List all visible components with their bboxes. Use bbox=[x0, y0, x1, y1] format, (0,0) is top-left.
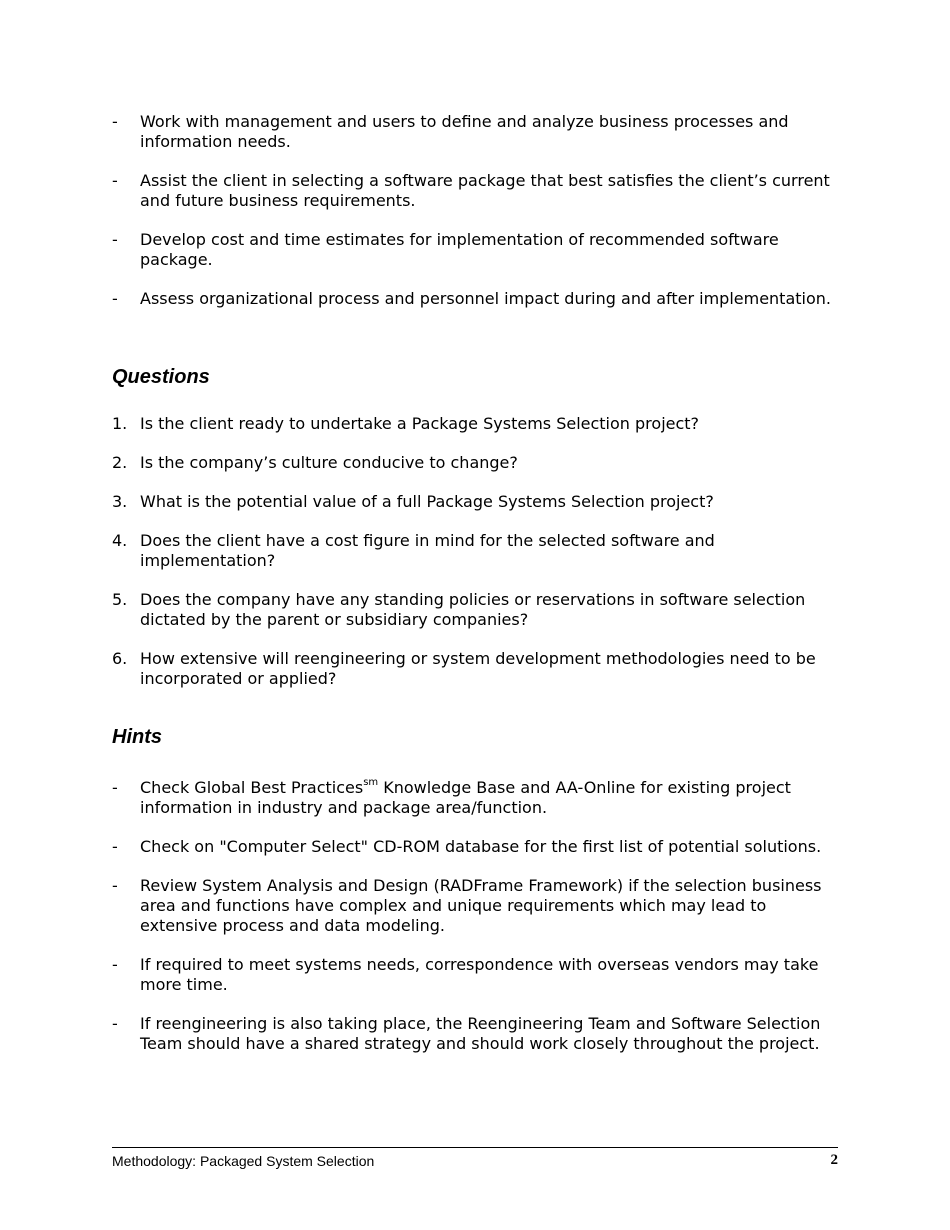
question-item bbox=[112, 492, 842, 512]
bullet-marker: - bbox=[112, 1014, 118, 1033]
hint-item bbox=[112, 955, 842, 995]
bullet-item bbox=[112, 171, 842, 211]
hint-text: Check on "Computer Select" CD-ROM database for the first list of potential solutions. bbox=[140, 837, 822, 856]
hint-text: Check Global Best Practices$^{sm}$ Knowledge Base and AA-Online for existing project information in industry and package area/function. bbox=[140, 777, 791, 817]
footer-title: Methodology: Packaged System Selection bbox=[112, 1153, 375, 1169]
question-number: 2. bbox=[112, 453, 128, 472]
hint-item bbox=[112, 876, 842, 936]
question-text: How extensive will reengineering or system development methodologies need to be incorporated or applied? bbox=[140, 649, 816, 688]
hint-item bbox=[112, 778, 842, 818]
questions-heading: Questions bbox=[112, 366, 210, 388]
bullet-text: Work with management and users to define and analyze business processes and information needs. bbox=[140, 112, 789, 151]
question-number: 6. bbox=[112, 649, 128, 668]
bullet-marker: - bbox=[112, 230, 118, 249]
bullet-marker: - bbox=[112, 955, 118, 974]
questions-list bbox=[112, 414, 842, 708]
question-number: 5. bbox=[112, 590, 128, 609]
bullet-item bbox=[112, 230, 842, 270]
bullet-marker: - bbox=[112, 778, 118, 797]
hint-item bbox=[112, 1014, 842, 1054]
question-number: 3. bbox=[112, 492, 128, 511]
service-mark-superscript: sm bbox=[363, 777, 379, 788]
intro-bullet-list bbox=[112, 112, 842, 328]
bullet-item bbox=[112, 289, 842, 309]
bullet-item bbox=[112, 112, 842, 152]
question-text: Does the company have any standing policies or reservations in software selection dictated by the parent or subsidiary companies? bbox=[140, 590, 806, 629]
bullet-marker: - bbox=[112, 289, 118, 308]
question-number: 1. bbox=[112, 414, 128, 433]
question-text: Does the client have a cost figure in mind for the selected software and implementation? bbox=[140, 531, 715, 570]
question-item bbox=[112, 414, 842, 434]
hints-heading: Hints bbox=[112, 726, 162, 748]
question-item bbox=[112, 649, 842, 689]
question-text: Is the client ready to undertake a Package Systems Selection project? bbox=[140, 414, 700, 433]
hint-item bbox=[112, 837, 842, 857]
hints-list bbox=[112, 778, 842, 1073]
bullet-marker: - bbox=[112, 171, 118, 190]
question-number: 4. bbox=[112, 531, 128, 550]
question-item bbox=[112, 453, 842, 473]
bullet-text: Assess organizational process and personnel impact during and after implementation. bbox=[140, 289, 831, 308]
page-number: 2 bbox=[830, 1152, 838, 1168]
question-text: What is the potential value of a full Package Systems Selection project? bbox=[140, 492, 714, 511]
bullet-marker: - bbox=[112, 837, 118, 856]
bullet-text: Assist the client in selecting a software package that best satisfies the client’s current and future business requirements. bbox=[140, 171, 830, 210]
question-item bbox=[112, 531, 842, 571]
question-text: Is the company’s culture conducive to change? bbox=[140, 453, 518, 472]
hint-text: If reengineering is also taking place, the Reengineering Team and Software Selection Team should have a shared strategy and should work closely throughout the project. bbox=[140, 1014, 821, 1053]
bullet-marker: - bbox=[112, 112, 118, 131]
hint-text: Review System Analysis and Design (RADFrame Framework) if the selection business area and functions have complex and unique requirements which may lead to extensive process and data modeling. bbox=[140, 876, 822, 935]
question-item bbox=[112, 590, 842, 630]
bullet-text: Develop cost and time estimates for implementation of recommended software package. bbox=[140, 230, 779, 269]
hint-text: If required to meet systems needs, correspondence with overseas vendors may take more time. bbox=[140, 955, 819, 994]
footer-divider bbox=[112, 1147, 838, 1148]
bullet-marker: - bbox=[112, 876, 118, 895]
